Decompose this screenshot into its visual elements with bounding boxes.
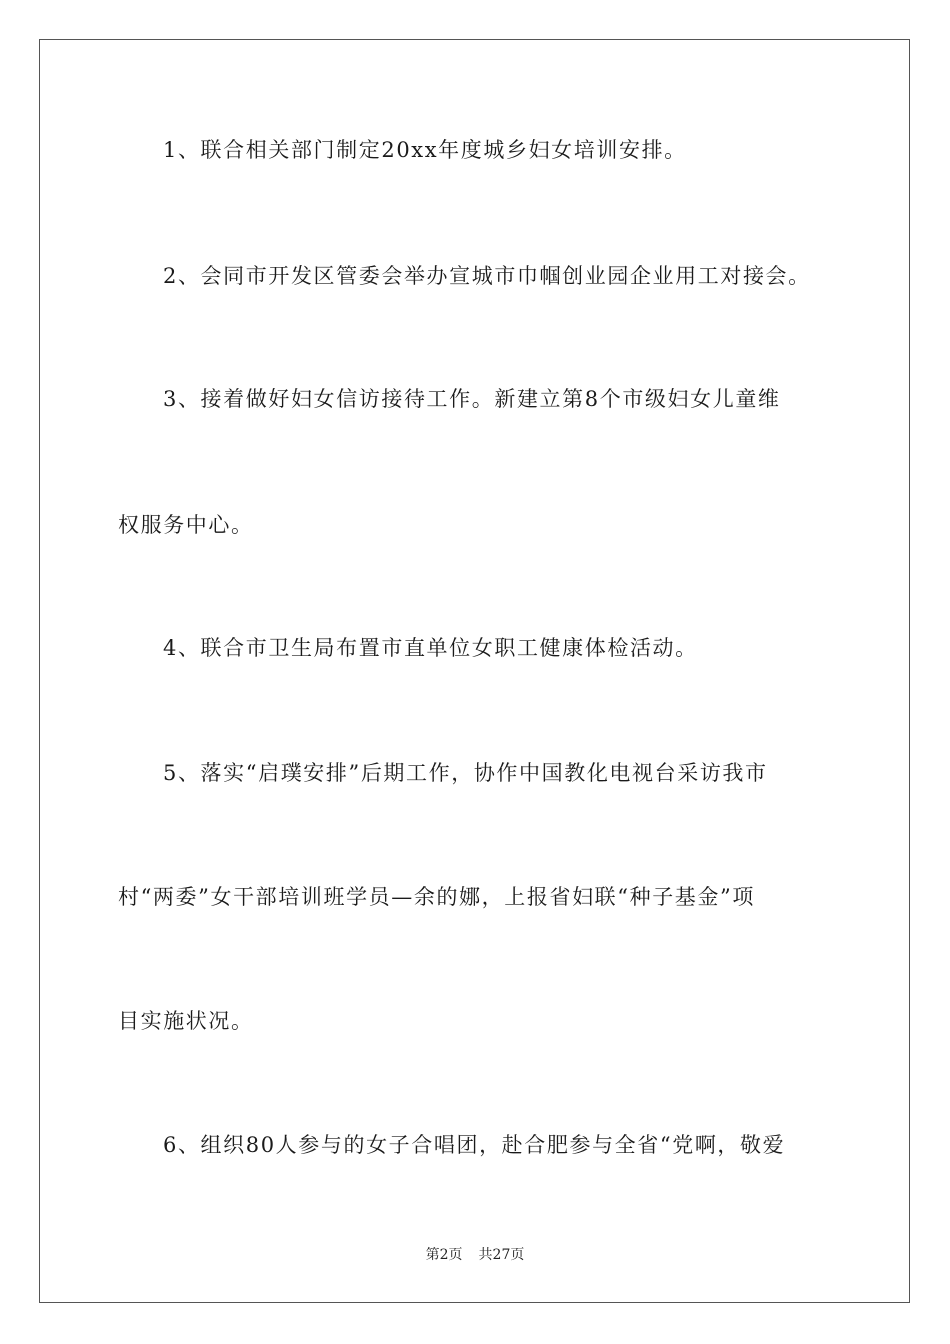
paragraph-line-9: 6、组织80人参与的女子合唱团，赴合肥参与全省“党啊，敬爱 xyxy=(163,1133,786,1157)
paragraph-line-5: 4、联合市卫生局布置市直单位女职工健康体检活动。 xyxy=(163,636,698,660)
paragraph-line-1: 1、联合相关部门制定20xx年度城乡妇女培训安排。 xyxy=(163,138,687,162)
paragraph-line-3: 3、接着做好妇女信访接待工作。新建立第8个市级妇女儿童维 xyxy=(163,387,781,411)
paragraph-line-8: 目实施状况。 xyxy=(118,1009,254,1033)
total-pages: 共27页 xyxy=(478,1247,525,1263)
paragraph-line-6: 5、落实“启璞安排”后期工作，协作中国教化电视台采访我市 xyxy=(163,761,768,785)
paragraph-line-2: 2、会同市开发区管委会举办宣城市巾帼创业园企业用工对接会。 xyxy=(163,264,811,288)
page-border xyxy=(39,39,910,1303)
page-footer xyxy=(0,1246,950,1264)
paragraph-line-4: 权服务中心。 xyxy=(118,513,254,537)
paragraph-line-7: 村“两委”女干部培训班学员—余的娜，上报省妇联“种子基金”项 xyxy=(118,885,755,909)
page-number: 第2页 xyxy=(425,1247,463,1263)
